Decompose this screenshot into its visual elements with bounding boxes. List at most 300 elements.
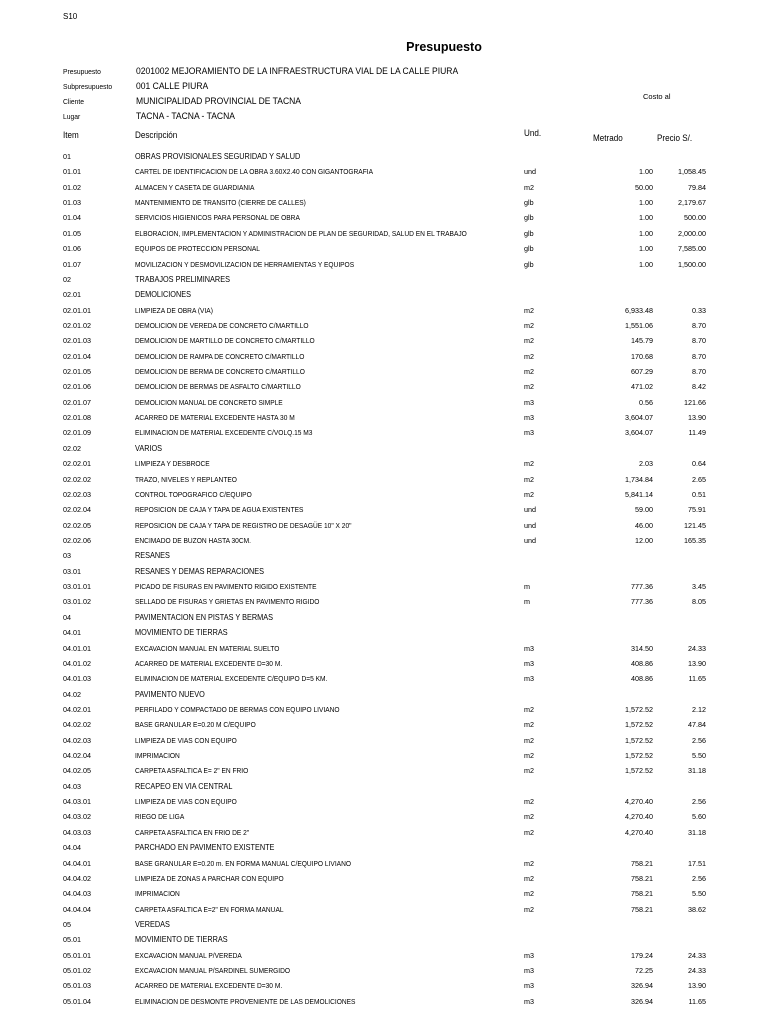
column-header-und: Und. [524, 128, 542, 138]
table-row [0, 380, 768, 395]
item-cell: 04.01.01 [63, 643, 91, 653]
unit-cell: glb [524, 244, 534, 254]
section-row [0, 933, 768, 948]
description-cell: MOVILIZACION Y DESMOVILIZACION DE HERRAMIENTAS Y EQUIPOS [135, 259, 355, 269]
item-cell: 03.01 [63, 566, 81, 576]
item-cell: 05 [63, 919, 71, 929]
table-row [0, 657, 768, 672]
table-row [0, 227, 768, 242]
metrado-cell: 6,933.48 [625, 305, 653, 315]
item-cell: 04.02.02 [63, 720, 91, 730]
table-row [0, 580, 768, 595]
description-cell: DEMOLICION DE BERMAS DE ASFALTO C/MARTILLO [135, 382, 301, 392]
item-cell: 04.01.03 [63, 674, 91, 684]
description-cell: ELBORACION, IMPLEMENTACION Y ADMINISTRACION DE PLAN DE SEGURIDAD, SALUD EN EL TRABAJO [135, 228, 467, 238]
precio-cell: 31.18 [688, 766, 706, 776]
item-cell: 05.01.03 [63, 981, 91, 991]
item-cell: 04.02.04 [63, 751, 91, 761]
metrado-cell: 1.00 [639, 198, 653, 208]
description-cell: VARIOS [135, 442, 163, 453]
description-cell: ACARREO DE MATERIAL EXCEDENTE HASTA 30 M [135, 413, 295, 423]
table-row [0, 795, 768, 810]
metrado-cell: 179.24 [631, 950, 653, 960]
column-header-precio: Precio S/. [657, 133, 693, 143]
subpresupuesto-label: Subpresupuesto [63, 82, 113, 91]
precio-cell: 0.33 [692, 305, 706, 315]
section-row [0, 442, 768, 457]
item-cell: 02.02.03 [63, 489, 91, 499]
item-cell: 02.01 [63, 290, 81, 300]
metrado-cell: 1,572.52 [625, 704, 653, 714]
section-row [0, 565, 768, 580]
table-row [0, 411, 768, 426]
column-header-metrado: Metrado [593, 133, 623, 143]
table-row [0, 426, 768, 441]
metrado-cell: 72.25 [635, 966, 653, 976]
item-cell: 04.04 [63, 843, 81, 853]
table-row [0, 642, 768, 657]
section-row [0, 288, 768, 303]
unit-cell: m3 [524, 413, 534, 423]
unit-cell: m3 [524, 996, 534, 1006]
table-row [0, 350, 768, 365]
description-cell: SELLADO DE FISURAS Y GRIETAS EN PAVIMENTO RIGIDO [135, 597, 320, 607]
unit-cell: m2 [524, 474, 534, 484]
unit-cell: m2 [524, 320, 534, 330]
precio-cell: 2.56 [692, 873, 706, 883]
description-cell: LIMPIEZA DE OBRA (VIA) [135, 305, 213, 315]
description-cell: ALMACEN Y CASETA DE GUARDIANIA [135, 182, 255, 192]
metrado-cell: 5,841.14 [625, 489, 653, 499]
table-row [0, 872, 768, 887]
metrado-cell: 2.03 [639, 459, 653, 469]
item-cell: 02.01.09 [63, 428, 91, 438]
metrado-cell: 1.00 [639, 259, 653, 269]
unit-cell: m2 [524, 367, 534, 377]
precio-cell: 7,585.00 [678, 244, 706, 254]
metrado-cell: 1,572.52 [625, 720, 653, 730]
item-cell: 01.06 [63, 244, 81, 254]
unit-cell: m2 [524, 766, 534, 776]
table-row [0, 826, 768, 841]
metrado-cell: 758.21 [631, 858, 653, 868]
metrado-cell: 408.86 [631, 674, 653, 684]
metrado-cell: 1,572.52 [625, 751, 653, 761]
precio-cell: 5.50 [692, 751, 706, 761]
description-cell: MOVIMIENTO DE TIERRAS [135, 934, 228, 945]
unit-cell: m3 [524, 397, 534, 407]
unit-cell: glb [524, 213, 534, 223]
precio-cell: 121.45 [684, 520, 706, 530]
column-header-item: Item [63, 130, 79, 140]
description-cell: DEMOLICION DE BERMA DE CONCRETO C/MARTILLO [135, 367, 305, 377]
precio-cell: 13.90 [688, 413, 706, 423]
section-row [0, 918, 768, 933]
unit-cell: glb [524, 259, 534, 269]
precio-cell: 47.84 [688, 720, 706, 730]
description-cell: DEMOLICION MANUAL DE CONCRETO SIMPLE [135, 397, 283, 407]
column-header-descripcion: Descripción [135, 130, 178, 140]
item-cell: 04.04.02 [63, 873, 91, 883]
unit-cell: m2 [524, 873, 534, 883]
unit-cell: glb [524, 198, 534, 208]
description-cell: CARTEL DE IDENTIFICACION DE LA OBRA 3.60X2.40 CON GIGANTOGRAFIA [135, 167, 373, 177]
table-row [0, 764, 768, 779]
description-cell: LIMPIEZA Y DESBROCE [135, 459, 210, 469]
table-row [0, 534, 768, 549]
description-cell: PAVIMENTO NUEVO [135, 688, 205, 699]
item-cell: 04.03.01 [63, 797, 91, 807]
unit-cell: m3 [524, 658, 534, 668]
precio-cell: 13.90 [688, 981, 706, 991]
cliente-value: MUNICIPALIDAD PROVINCIAL DE TACNA [136, 96, 302, 107]
metrado-cell: 4,270.40 [625, 812, 653, 822]
description-cell: RIEGO DE LIGA [135, 812, 185, 822]
metrado-cell: 1,551.06 [625, 320, 653, 330]
item-cell: 01.02 [63, 182, 81, 192]
precio-cell: 500.00 [684, 213, 706, 223]
metrado-cell: 777.36 [631, 582, 653, 592]
table-row [0, 258, 768, 273]
unit-cell: m3 [524, 966, 534, 976]
description-cell: IMPRIMACION [135, 751, 180, 761]
metrado-cell: 46.00 [635, 520, 653, 530]
precio-cell: 1,500.00 [678, 259, 706, 269]
description-cell: ELIMINACION DE MATERIAL EXCEDENTE C/VOLQ.15 M3 [135, 428, 313, 438]
cliente-label: Cliente [63, 97, 85, 106]
description-cell: SERVICIOS HIGIENICOS PARA PERSONAL DE OBRA [135, 213, 300, 223]
item-cell: 02.02.02 [63, 474, 91, 484]
item-cell: 02 [63, 274, 71, 284]
table-row [0, 903, 768, 918]
section-row [0, 150, 768, 165]
unit-cell: m2 [524, 382, 534, 392]
costo-label: Costo al [643, 92, 671, 101]
description-cell: PERFILADO Y COMPACTADO DE BERMAS CON EQUIPO LIVIANO [135, 704, 340, 714]
metrado-cell: 1.00 [639, 167, 653, 177]
item-cell: 02.01.04 [63, 351, 91, 361]
description-cell: RECAPEO EN VIA CENTRAL [135, 780, 233, 791]
metrado-cell: 758.21 [631, 889, 653, 899]
table-row [0, 672, 768, 687]
table-row [0, 718, 768, 733]
table-row [0, 887, 768, 902]
metrado-cell: 1.00 [639, 228, 653, 238]
description-cell: PICADO DE FISURAS EN PAVIMENTO RIGIDO EXISTENTE [135, 582, 317, 592]
metrado-cell: 4,270.40 [625, 827, 653, 837]
description-cell: DEMOLICION DE MARTILLO DE CONCRETO C/MARTILLO [135, 336, 315, 346]
unit-cell: m2 [524, 489, 534, 499]
item-cell: 04.02.03 [63, 735, 91, 745]
item-cell: 02.01.01 [63, 305, 91, 315]
unit-cell: m2 [524, 459, 534, 469]
presupuesto-label: Presupuesto [63, 67, 101, 76]
lugar-label: Lugar [63, 112, 81, 121]
item-cell: 05.01.02 [63, 966, 91, 976]
unit-cell: m2 [524, 704, 534, 714]
precio-cell: 8.05 [692, 597, 706, 607]
precio-cell: 3.45 [692, 582, 706, 592]
item-cell: 04.04.01 [63, 858, 91, 868]
description-cell: BASE GRANULAR E=0.20 M C/EQUIPO [135, 720, 256, 730]
presupuesto-row [63, 64, 743, 79]
table-row [0, 857, 768, 872]
precio-cell: 79.84 [688, 182, 706, 192]
item-cell: 02.02.01 [63, 459, 91, 469]
item-cell: 02.01.06 [63, 382, 91, 392]
unit-cell: m3 [524, 981, 534, 991]
table-row [0, 703, 768, 718]
description-cell: ELIMINACION DE MATERIAL EXCEDENTE C/EQUIPO D=5 KM. [135, 674, 328, 684]
table-row [0, 319, 768, 334]
description-cell: DEMOLICION DE RAMPA DE CONCRETO C/MARTILLO [135, 351, 305, 361]
item-cell: 04.02.05 [63, 766, 91, 776]
description-cell: OBRAS PROVISIONALES SEGURIDAD Y SALUD [135, 151, 301, 161]
description-cell: DEMOLICIONES [135, 289, 191, 300]
item-cell: 02.01.03 [63, 336, 91, 346]
precio-cell: 11.65 [688, 674, 706, 684]
item-cell: 02.01.07 [63, 397, 91, 407]
unit-cell: m2 [524, 305, 534, 315]
table-row [0, 503, 768, 518]
unit-cell: m2 [524, 336, 534, 346]
precio-cell: 11.49 [688, 428, 706, 438]
section-row [0, 273, 768, 288]
metrado-cell: 471.02 [631, 382, 653, 392]
item-cell: 04 [63, 612, 71, 622]
precio-cell: 165.35 [684, 535, 706, 545]
table-row [0, 365, 768, 380]
precio-cell: 2.12 [692, 704, 706, 714]
section-row [0, 611, 768, 626]
table-row [0, 734, 768, 749]
unit-cell: m3 [524, 643, 534, 653]
metrado-cell: 758.21 [631, 873, 653, 883]
item-cell: 03.01.01 [63, 582, 91, 592]
unit-cell: und [524, 535, 536, 545]
item-cell: 02.01.02 [63, 320, 91, 330]
cliente-row [63, 94, 743, 109]
subpresupuesto-row [63, 79, 743, 94]
description-cell: ENCIMADO DE BUZON HASTA 30CM. [135, 535, 251, 545]
metrado-cell: 1,734.84 [625, 474, 653, 484]
description-cell: RESANES [135, 550, 170, 561]
precio-cell: 5.60 [692, 812, 706, 822]
description-cell: EXCAVACION MANUAL P/VEREDA [135, 950, 242, 960]
description-cell: CARPETA ASFALTICA EN FRIO DE 2" [135, 827, 250, 837]
description-cell: DEMOLICION DE VEREDA DE CONCRETO C/MARTILLO [135, 320, 309, 330]
item-cell: 04.02.01 [63, 704, 91, 714]
description-cell: MANTENIMIENTO DE TRANSITO (CIERRE DE CALLES) [135, 198, 306, 208]
unit-cell: m2 [524, 858, 534, 868]
table-row [0, 488, 768, 503]
table-row [0, 304, 768, 319]
item-cell: 04.03.02 [63, 812, 91, 822]
item-cell: 01.01 [63, 167, 81, 177]
item-cell: 02.02.06 [63, 535, 91, 545]
precio-cell: 8.70 [692, 336, 706, 346]
description-cell: ACARREO DE MATERIAL EXCEDENTE D=30 M. [135, 658, 283, 668]
item-cell: 01.07 [63, 259, 81, 269]
section-row [0, 688, 768, 703]
precio-cell: 1,058.45 [678, 167, 706, 177]
item-cell: 05.01.04 [63, 996, 91, 1006]
item-cell: 02.01.05 [63, 367, 91, 377]
table-row [0, 995, 768, 1010]
description-cell: EXCAVACION MANUAL EN MATERIAL SUELTO [135, 643, 280, 653]
table-row [0, 457, 768, 472]
table-row [0, 165, 768, 180]
item-cell: 04.04.03 [63, 889, 91, 899]
unit-cell: m2 [524, 797, 534, 807]
precio-cell: 24.33 [688, 966, 706, 976]
item-cell: 01 [63, 152, 71, 161]
table-row [0, 181, 768, 196]
section-row [0, 626, 768, 641]
item-cell: 01.05 [63, 228, 81, 238]
table-row [0, 242, 768, 257]
metrado-cell: 326.94 [631, 981, 653, 991]
unit-cell: m2 [524, 889, 534, 899]
description-cell: MOVIMIENTO DE TIERRAS [135, 627, 228, 638]
description-cell: CARPETA ASFALTICA E= 2" EN FRIO [135, 766, 249, 776]
table-row [0, 964, 768, 979]
description-cell: LIMPIEZA DE VIAS CON EQUIPO [135, 735, 237, 745]
metrado-cell: 4,270.40 [625, 797, 653, 807]
precio-cell: 8.70 [692, 320, 706, 330]
metrado-cell: 758.21 [631, 904, 653, 914]
table-row [0, 211, 768, 226]
metrado-cell: 170.68 [631, 351, 653, 361]
unit-cell: m2 [524, 812, 534, 822]
subpresupuesto-value: 001 CALLE PIURA [136, 81, 209, 92]
table-row [0, 749, 768, 764]
item-cell: 05.01.01 [63, 950, 91, 960]
metrado-cell: 50.00 [635, 182, 653, 192]
description-cell: LIMPIEZA DE VIAS CON EQUIPO [135, 797, 237, 807]
description-cell: ELIMINACION DE DESMONTE PROVENIENTE DE LAS DEMOLICIONES [135, 996, 356, 1006]
metrado-cell: 145.79 [631, 336, 653, 346]
precio-cell: 121.66 [684, 397, 706, 407]
item-cell: 04.04.04 [63, 904, 91, 914]
metrado-cell: 1.00 [639, 213, 653, 223]
precio-cell: 8.70 [692, 351, 706, 361]
item-cell: 02.02 [63, 443, 81, 453]
table-row [0, 810, 768, 825]
item-cell: 03 [63, 551, 71, 561]
unit-cell: und [524, 505, 536, 515]
description-cell: BASE GRANULAR E=0.20 m. EN FORMA MANUAL C/EQUIPO LIVIANO [135, 858, 352, 868]
document-code: S10 [63, 12, 78, 21]
table-row [0, 949, 768, 964]
table-row [0, 396, 768, 411]
precio-cell: 17.51 [688, 858, 706, 868]
table-row [0, 519, 768, 534]
precio-cell: 31.18 [688, 827, 706, 837]
table-row [0, 595, 768, 610]
description-cell: PARCHADO EN PAVIMENTO EXISTENTE [135, 842, 275, 853]
description-cell: IMPRIMACION [135, 889, 180, 899]
section-row [0, 549, 768, 564]
lugar-value: TACNA - TACNA - TACNA [136, 111, 235, 122]
precio-cell: 8.70 [692, 367, 706, 377]
metrado-cell: 3,604.07 [625, 428, 653, 438]
precio-cell: 75.91 [688, 505, 706, 515]
section-row [0, 780, 768, 795]
presupuesto-value: 0201002 MEJORAMIENTO DE LA INFRAESTRUCTURA VIAL DE LA CALLE PIURA [136, 66, 459, 77]
precio-cell: 2.65 [692, 474, 706, 484]
item-cell: 01.04 [63, 213, 81, 223]
metrado-cell: 59.00 [635, 505, 653, 515]
metrado-cell: 1.00 [639, 244, 653, 254]
precio-cell: 2.56 [692, 735, 706, 745]
description-cell: ACARREO DE MATERIAL EXCEDENTE D=30 M. [135, 981, 283, 991]
unit-cell: m3 [524, 674, 534, 684]
description-cell: TRAZO, NIVELES Y REPLANTEO [135, 474, 237, 484]
description-cell: CARPETA ASFALTICA E=2" EN FORMA MANUAL [135, 904, 284, 914]
unit-cell: m [524, 597, 530, 607]
unit-cell: m3 [524, 950, 534, 960]
unit-cell: m2 [524, 751, 534, 761]
precio-cell: 2,179.67 [678, 198, 706, 208]
precio-cell: 8.42 [692, 382, 706, 392]
metrado-cell: 326.94 [631, 996, 653, 1006]
description-cell: EQUIPOS DE PROTECCION PERSONAL [135, 244, 260, 254]
metrado-cell: 3,604.07 [625, 413, 653, 423]
metrado-cell: 607.29 [631, 367, 653, 377]
item-cell: 01.03 [63, 198, 81, 208]
unit-cell: m2 [524, 735, 534, 745]
precio-cell: 24.33 [688, 643, 706, 653]
item-cell: 04.01.02 [63, 658, 91, 668]
item-cell: 02.01.08 [63, 413, 91, 423]
description-cell: LIMPIEZA DE ZONAS A PARCHAR CON EQUIPO [135, 873, 284, 883]
item-cell: 03.01.02 [63, 597, 91, 607]
precio-cell: 0.51 [692, 489, 706, 499]
unit-cell: m2 [524, 720, 534, 730]
precio-cell: 2.56 [692, 797, 706, 807]
description-cell: REPOSICION DE CAJA Y TAPA DE AGUA EXISTENTES [135, 505, 304, 515]
unit-cell: m2 [524, 182, 534, 192]
item-cell: 02.02.04 [63, 505, 91, 515]
description-cell: PAVIMENTACION EN PISTAS Y BERMAS [135, 611, 273, 622]
metrado-cell: 777.36 [631, 597, 653, 607]
item-cell: 04.01 [63, 628, 81, 638]
precio-cell: 0.64 [692, 459, 706, 469]
unit-cell: glb [524, 228, 534, 238]
unit-cell: m [524, 582, 530, 592]
precio-cell: 38.62 [688, 904, 706, 914]
description-cell: RESANES Y DEMAS REPARACIONES [135, 565, 265, 576]
precio-cell: 13.90 [688, 658, 706, 668]
precio-cell: 11.65 [688, 996, 706, 1006]
section-row [0, 841, 768, 856]
metrado-cell: 1,572.52 [625, 735, 653, 745]
item-cell: 02.02.05 [63, 520, 91, 530]
unit-cell: und [524, 520, 536, 530]
metrado-cell: 314.50 [631, 643, 653, 653]
table-row [0, 196, 768, 211]
item-cell: 05.01 [63, 935, 81, 945]
precio-cell: 24.33 [688, 950, 706, 960]
precio-cell: 2,000.00 [678, 228, 706, 238]
description-cell: CONTROL TOPOGRAFICO C/EQUIPO [135, 489, 252, 499]
unit-cell: und [524, 167, 536, 177]
metrado-cell: 0.56 [639, 397, 653, 407]
page-title: Presupuesto [406, 40, 482, 54]
item-cell: 04.03 [63, 781, 81, 791]
unit-cell: m2 [524, 351, 534, 361]
